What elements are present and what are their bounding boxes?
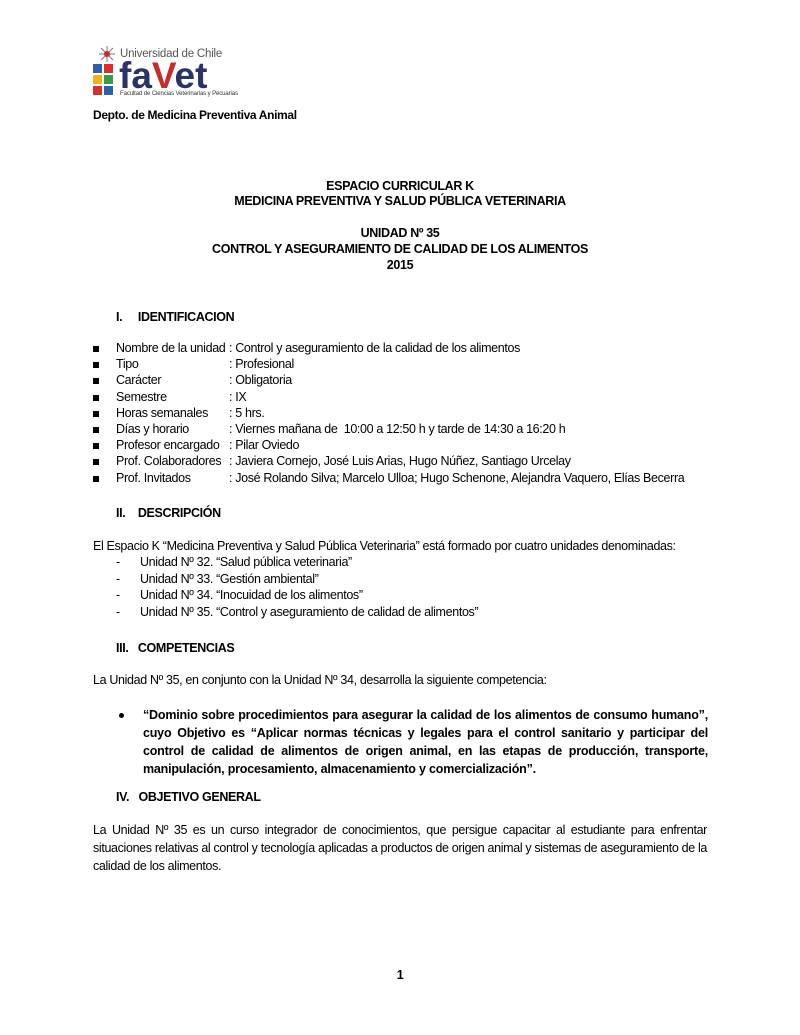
section-heading-objetivo: IV. OBJETIVO GENERAL bbox=[116, 790, 261, 804]
section-heading-competencias: III. COMPETENCIAS bbox=[116, 641, 235, 655]
identification-label: Nombre de la unidad bbox=[116, 341, 226, 355]
title-line-5: 2015 bbox=[386, 258, 414, 272]
dash-icon: - bbox=[116, 555, 120, 569]
bullet-icon bbox=[93, 395, 99, 401]
title-line-1: ESPACIO CURRICULAR K bbox=[326, 179, 474, 193]
dash-icon: - bbox=[116, 588, 120, 602]
bullet-icon bbox=[119, 713, 124, 718]
identification-value: : IX bbox=[229, 390, 247, 404]
university-seal-icon bbox=[98, 44, 116, 64]
identification-value: : Profesional bbox=[229, 357, 294, 371]
bullet-icon bbox=[93, 378, 99, 384]
identification-label: Profesor encargado bbox=[116, 438, 220, 452]
section-heading-identificacion: I. IDENTIFICACION bbox=[116, 310, 235, 324]
identification-label: Horas semanales bbox=[116, 406, 209, 420]
identification-label: Tipo bbox=[116, 357, 139, 371]
logo-university-name: Universidad de Chile bbox=[120, 48, 223, 60]
identification-label: Semestre bbox=[116, 390, 167, 404]
title-line-2: MEDICINA PREVENTIVA Y SALUD PÚBLICA VETERINARIA bbox=[234, 194, 566, 208]
competence-statement: “Dominio sobre procedimientos para asegurar la calidad de los alimentos de consumo humano”, cuyo Objetivo es “Aplicar normas técnicas y legales para el control sanitario y participar del control de calidad de alimentos de origen animal, en las etapas de producción, transporte, manipulación, procesamiento, almacenamiento y comercialización”. bbox=[143, 708, 708, 776]
unit-item: Unidad Nº 35. “Control y aseguramiento de calidad de alimentos” bbox=[140, 605, 479, 619]
unit-item: Unidad Nº 33. “Gestión ambiental” bbox=[140, 572, 319, 586]
logo-brand: faVet bbox=[119, 55, 208, 96]
description-intro: El Espacio K “Medicina Preventiva y Salud Pública Veterinaria” está formado por cuatro unidades denominadas: bbox=[93, 539, 676, 553]
competence-intro: La Unidad Nº 35, en conjunto con la Unidad Nº 34, desarrolla la siguiente competencia: bbox=[93, 673, 547, 687]
general-objective-text: La Unidad Nº 35 es un curso integrador de conocimientos, que persigue capacitar al estudiante para enfrentar situaciones relativas al control y tecnología aplicadas a productos de origen animal y sistemas de aseguramiento de la calidad de los alimentos. bbox=[93, 823, 707, 873]
faculty-logo bbox=[93, 44, 238, 102]
identification-label: Carácter bbox=[116, 373, 162, 387]
bullet-icon bbox=[93, 476, 99, 482]
bullet-icon bbox=[93, 427, 99, 433]
identification-value: : Obligatoria bbox=[229, 373, 292, 387]
logo-faculty-name: Facultad de Ciencias Veterinarias y Pecuarias bbox=[120, 91, 238, 97]
department-name: Depto. de Medicina Preventiva Animal bbox=[93, 108, 297, 122]
identification-label: Prof. Invitados bbox=[116, 471, 191, 485]
dash-icon: - bbox=[116, 605, 120, 619]
identification-label: Días y horario bbox=[116, 422, 189, 436]
identification-value: : Control y aseguramiento de la calidad de los alimentos bbox=[229, 341, 520, 355]
title-line-3: UNIDAD Nº 35 bbox=[360, 226, 440, 240]
bullet-icon bbox=[93, 346, 99, 352]
identification-value: : Javiera Cornejo, José Luis Arias, Hugo Núñez, Santiago Urcelay bbox=[229, 454, 571, 468]
identification-label: Prof. Colaboradores bbox=[116, 454, 222, 468]
unit-item: Unidad Nº 34. “Inocuidad de los alimentos” bbox=[140, 588, 363, 602]
bullet-icon bbox=[93, 443, 99, 449]
identification-value: : Pilar Oviedo bbox=[229, 438, 300, 452]
identification-value: : 5 hrs. bbox=[229, 406, 265, 420]
bullet-icon bbox=[93, 362, 99, 368]
identification-value: : José Rolando Silva; Marcelo Ulloa; Hugo Schenone, Alejandra Vaquero, Elías Becerra bbox=[229, 471, 685, 485]
identification-value: : Viernes mañana de 10:00 a 12:50 h y tarde de 14:30 a 16:20 h bbox=[229, 422, 566, 436]
dash-icon: - bbox=[116, 572, 120, 586]
logo-mosaic-icon bbox=[93, 64, 115, 96]
bullet-icon bbox=[93, 411, 99, 417]
unit-item: Unidad Nº 32. “Salud pública veterinaria” bbox=[140, 555, 352, 569]
section-heading-descripcion: II. DESCRIPCIÓN bbox=[116, 506, 221, 520]
page-number: 1 bbox=[396, 968, 404, 982]
bullet-icon bbox=[93, 459, 99, 465]
title-line-4: CONTROL Y ASEGURAMIENTO DE CALIDAD DE LOS ALIMENTOS bbox=[212, 242, 588, 256]
